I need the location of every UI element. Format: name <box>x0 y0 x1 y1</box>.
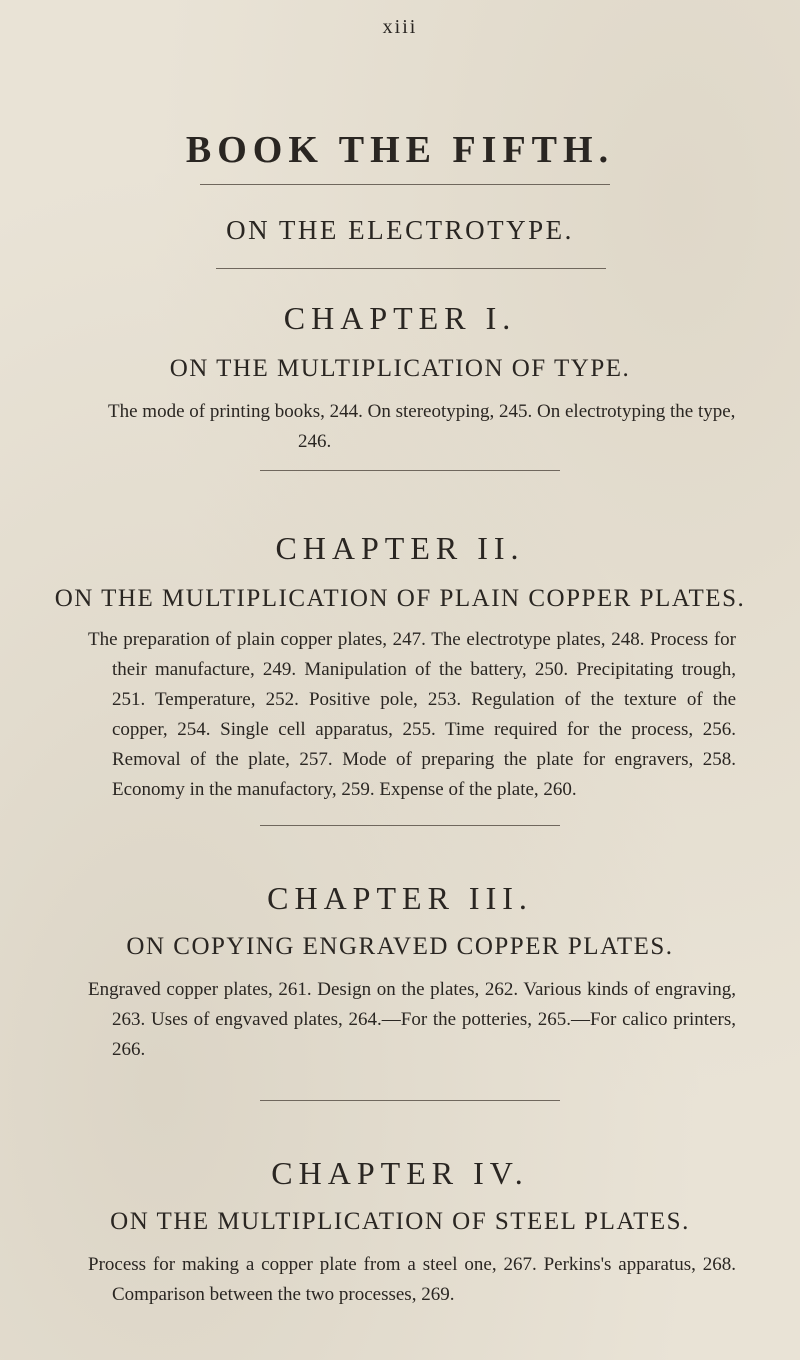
book-title: BOOK THE FIFTH. <box>185 129 615 171</box>
chapter-label: CHAPTER IV. <box>271 1155 529 1191</box>
chapter-rule <box>260 825 560 826</box>
chapter-heading: ON COPYING ENGRAVED COPPER PLATES. <box>126 933 674 960</box>
subtitle-rule <box>216 268 606 269</box>
chapter-rule <box>260 470 560 471</box>
chapter-label: CHAPTER I. <box>283 300 517 336</box>
chapter-heading: ON THE MULTIPLICATION OF STEEL PLATES. <box>110 1208 690 1235</box>
chapter-summary: Process for making a copper plate from a steel one, 267. Perkins's apparatus, 268. Comparison between the two processes, 269. <box>88 1254 736 1305</box>
page-number: xiii <box>382 16 418 38</box>
chapter-heading: ON THE MULTIPLICATION OF PLAIN COPPER PLATES. <box>54 585 746 612</box>
chapter-summary: The mode of printing books, 244. On stereotyping, 245. On electrotyping the type, 246. <box>108 401 736 452</box>
chapter-heading: ON THE MULTIPLICATION OF TYPE. <box>169 355 631 382</box>
title-rule <box>200 184 610 185</box>
chapter-summary: The preparation of plain copper plates, 247. The electrotype plates, 248. Process for their manufacture, 249. Manipulation of the battery, 250. Precipitating trough, 251. Temperature, 252. Positive pole, 253. Regulation of the texture of the copper, 254. Single cell apparatus, 255. Time required for the process, 256. Removal of the plate, 257. Mode of preparing the plate for engravers, 258. Economy in the manufactory, 259. Expense of the plate, 260. <box>88 629 736 800</box>
chapter-label: CHAPTER III. <box>267 880 533 916</box>
chapter-rule <box>260 1100 560 1101</box>
chapter-summary: Engraved copper plates, 261. Design on the plates, 262. Various kinds of engraving, 263. Uses of engvaved plates, 264.—For the potteries, 265.—For calico printers, 266. <box>88 979 736 1060</box>
book-subtitle: ON THE ELECTROTYPE. <box>226 215 574 245</box>
chapter-label: CHAPTER II. <box>275 530 525 566</box>
